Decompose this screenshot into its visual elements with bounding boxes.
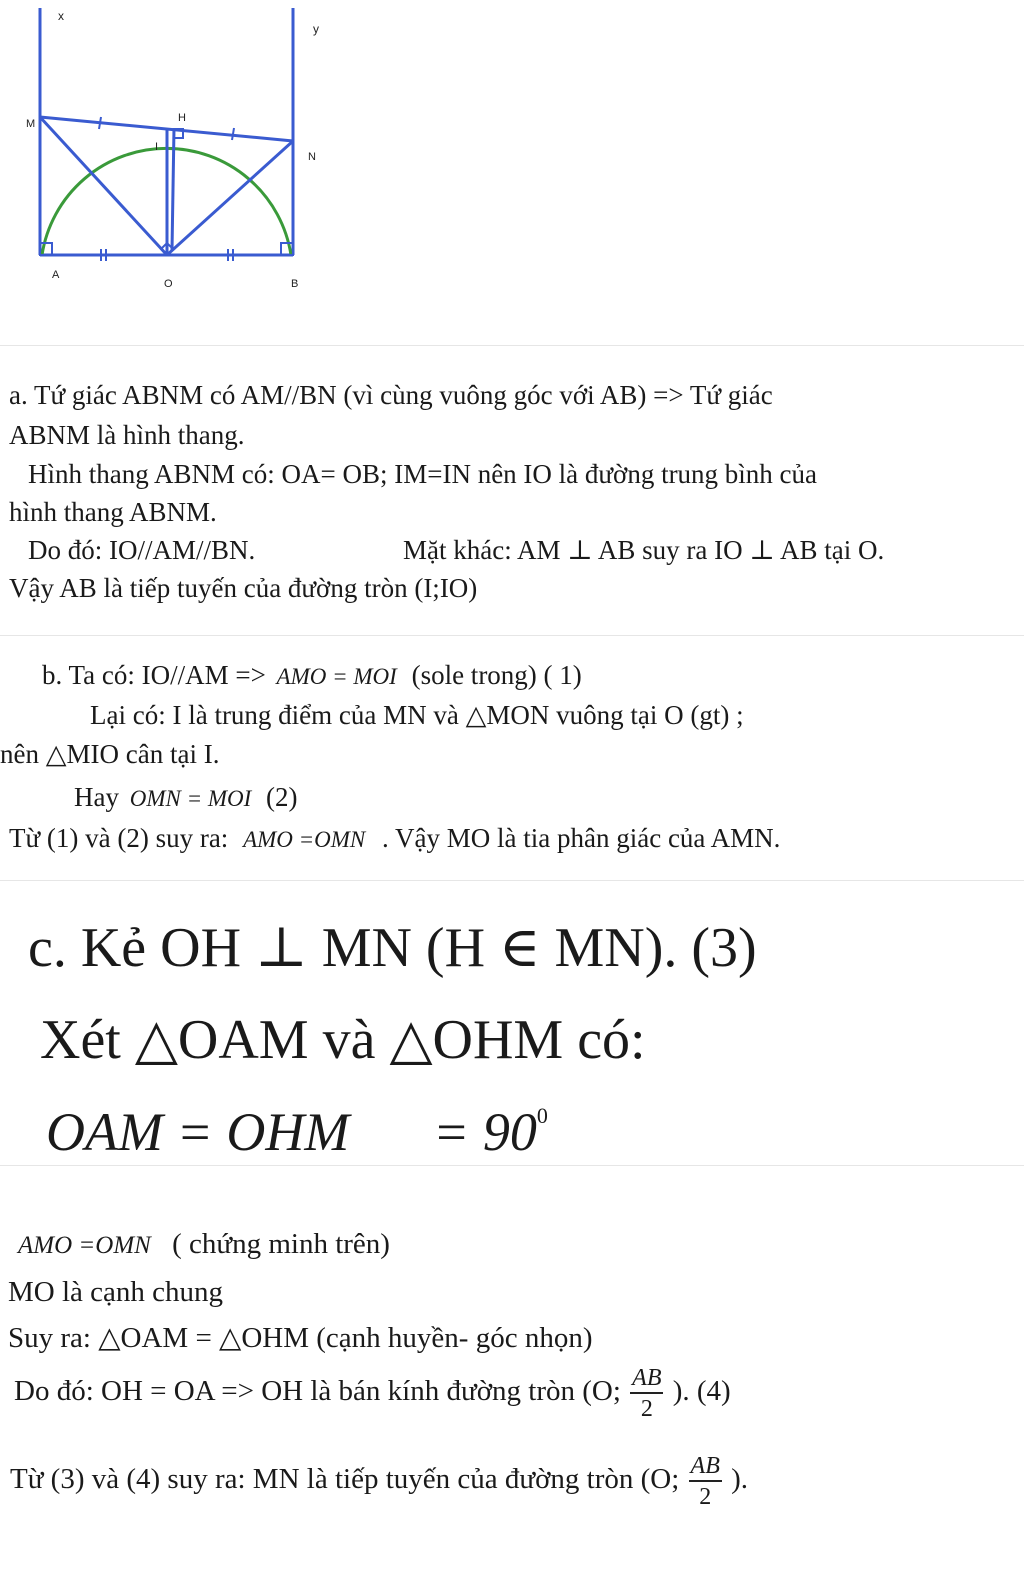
- angle-eq-3: AMO =OMN: [243, 827, 366, 852]
- part-b-line-1: [42, 660, 582, 691]
- part-d-line-2: MO là cạnh chung: [8, 1276, 224, 1308]
- label-a: A: [52, 269, 60, 281]
- part-b-line-3: nên △MIO cân tại I.: [0, 739, 220, 769]
- part-c-line-3: [46, 1101, 548, 1163]
- fraction-ab-2: [630, 1366, 663, 1421]
- part-c-line-2: Xét △OAM và △OHM có:: [40, 1009, 646, 1071]
- part-d-line-4: [14, 1366, 731, 1421]
- angle-eq-4: AMO =OMN: [18, 1232, 151, 1259]
- part-b-line-5-post: . Vậy MO là tia phân giác của AMN.: [382, 823, 781, 853]
- label-y: y: [313, 22, 319, 36]
- divider-4: [0, 1165, 1024, 1166]
- segment-no: [167, 141, 293, 255]
- fraction-den-b: 2: [699, 1484, 712, 1510]
- part-b-line-2: Lại có: I là trung điểm của MN và △MON vuông tại O (gt) ;: [90, 700, 744, 730]
- part-a-line-5a: Do đó: IO//AM//BN.: [28, 535, 256, 565]
- part-d-line-4-pre: Do đó: OH = OA => OH là bán kính đường tròn (O;: [14, 1375, 621, 1408]
- part-a-line-2: ABNM là hình thang.: [9, 420, 245, 450]
- tick-mi: [99, 117, 101, 129]
- part-b-line-1-post: (sole trong) ( 1): [411, 660, 582, 690]
- label-m: M: [26, 118, 36, 130]
- angle-eq-1: AMO = MOI: [276, 664, 397, 689]
- part-a-line-4: hình thang ABNM.: [9, 497, 217, 527]
- label-o: O: [164, 278, 173, 290]
- part-a-line-3: Hình thang ABNM có: OA= OB; IM=IN nên IO là đường trung bình của: [28, 459, 818, 489]
- part-b-line-5: [9, 823, 780, 854]
- divider-2: [0, 635, 1024, 636]
- label-h: H: [178, 112, 186, 124]
- angle-value: = 90: [432, 1102, 537, 1162]
- tick-in: [232, 128, 234, 140]
- part-d-line-3: Suy ra: △OAM = △OHM (cạnh huyền- góc nhọn): [8, 1322, 593, 1354]
- part-b-line-5-pre: Từ (1) và (2) suy ra:: [9, 823, 229, 853]
- fraction-num-b: AB: [689, 1454, 722, 1482]
- segment-oh: [172, 128, 174, 250]
- angle-eq-2: OMN = MOI: [129, 786, 252, 811]
- part-d-line-5: [10, 1454, 748, 1509]
- part-d-line-4-post: ). (4): [672, 1375, 731, 1408]
- fraction-num: AB: [630, 1366, 663, 1394]
- part-b-line-4-pre: Hay: [74, 782, 119, 812]
- divider-3: [0, 880, 1024, 881]
- degree-sup: 0: [536, 1103, 548, 1128]
- angle-eq-oam-ohm: OAM = OHM: [46, 1102, 350, 1162]
- fraction-ab-2-b: [689, 1454, 722, 1509]
- divider-1: [0, 345, 1024, 346]
- part-a-line-1: a. Tứ giác ABNM có AM//BN (vì cùng vuông góc với AB) => Tứ giác: [9, 380, 773, 410]
- label-n: N: [308, 151, 316, 163]
- part-d-line-1-post: ( chứng minh trên): [172, 1228, 390, 1260]
- part-d-line-5-post: ).: [731, 1463, 749, 1496]
- part-b-line-1-pre: b. Ta có: IO//AM =>: [42, 660, 266, 690]
- part-b-line-4: [74, 782, 298, 813]
- label-b: B: [291, 278, 299, 290]
- fraction-den: 2: [640, 1396, 653, 1422]
- part-d-line-5-pre: Từ (3) và (4) suy ra: MN là tiếp tuyến của đường tròn (O;: [10, 1463, 680, 1496]
- part-a-line-6: Vậy AB là tiếp tuyến của đường tròn (I;IO): [9, 573, 478, 603]
- geometry-figure: [0, 0, 340, 300]
- segment-mo: [40, 117, 167, 255]
- part-d-line-1: [18, 1228, 390, 1261]
- part-b-line-4-post: (2): [266, 782, 298, 812]
- label-x: x: [58, 9, 64, 23]
- part-a-line-5b: Mặt khác: AM ⊥ AB suy ra IO ⊥ AB tại O.: [403, 535, 885, 565]
- label-i: I: [155, 141, 159, 153]
- part-c-line-1: c. Kẻ OH ⊥ MN (H ∈ MN). (3): [28, 917, 757, 979]
